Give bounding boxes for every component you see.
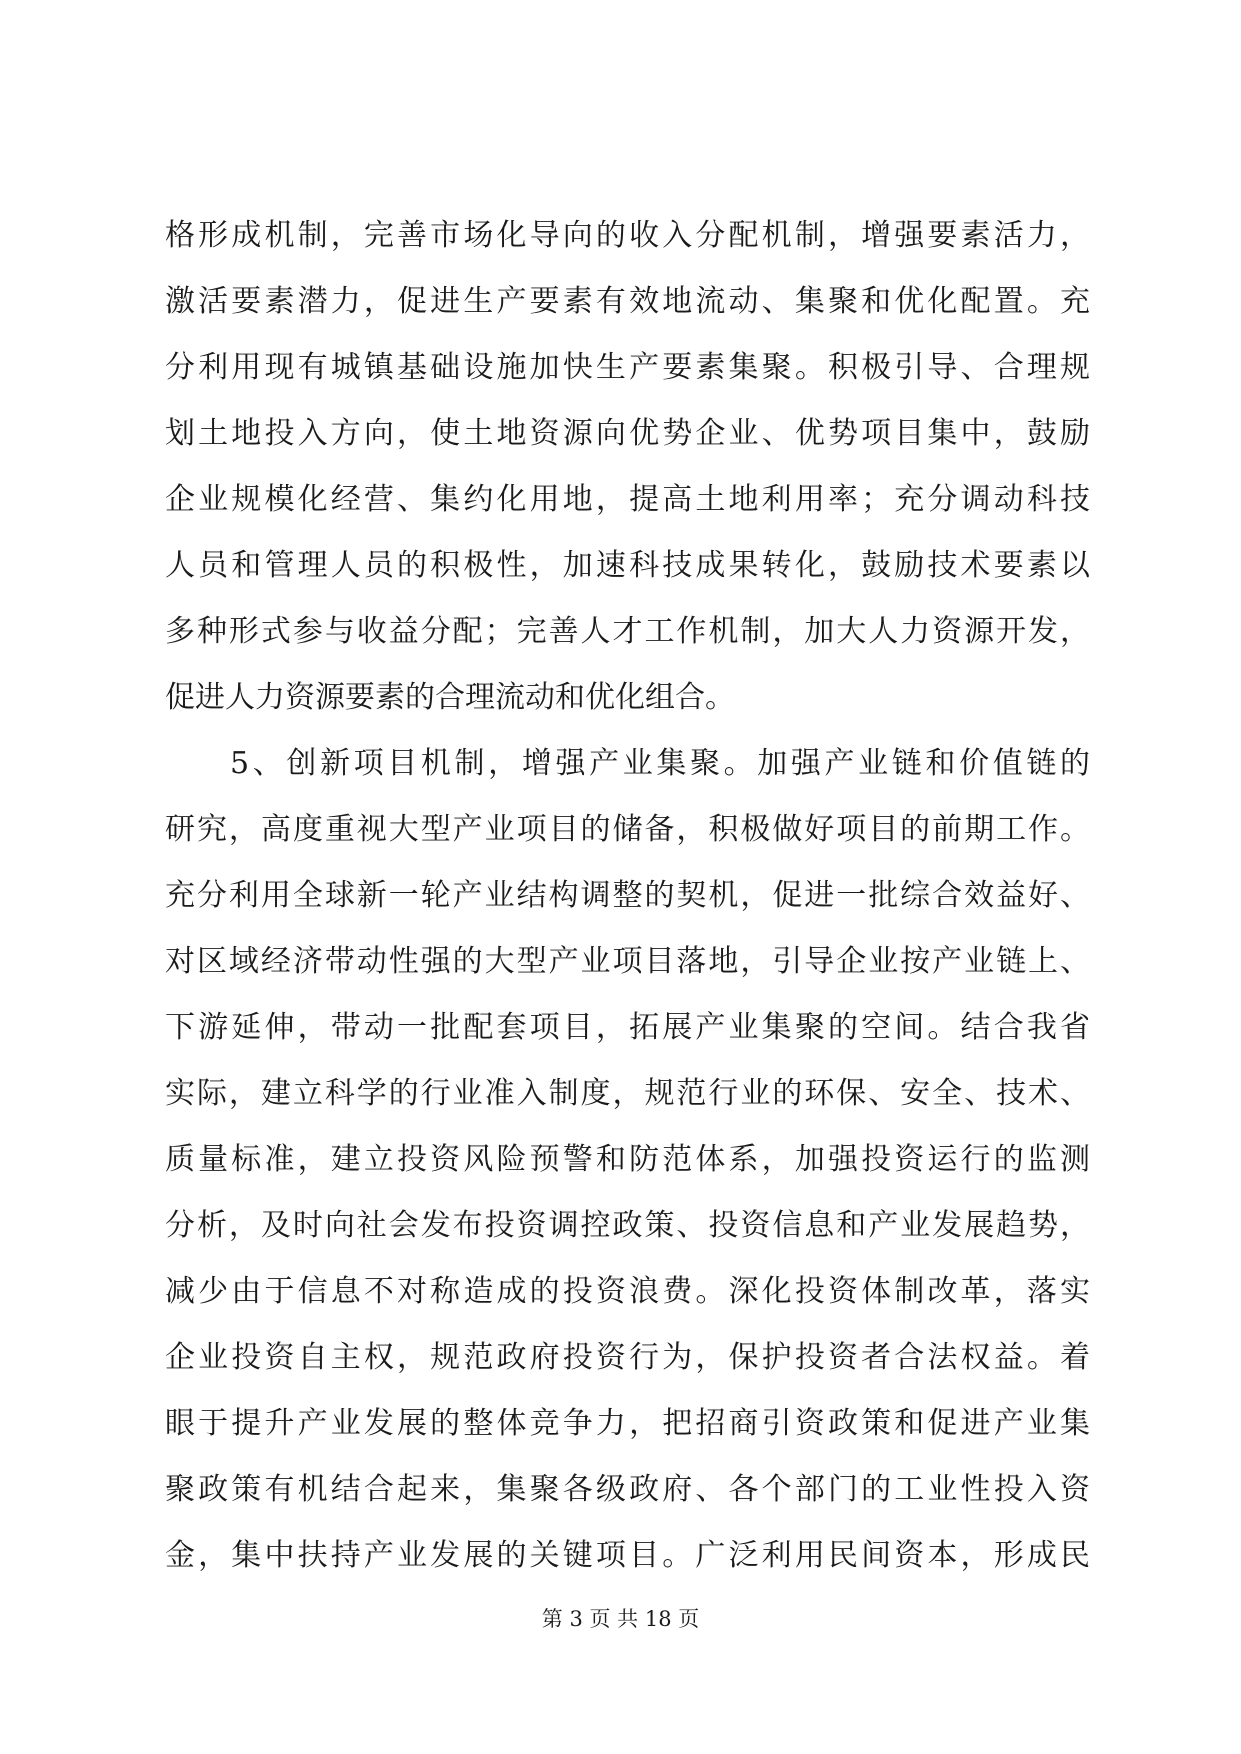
text-line: 企业投资自主权，规范政府投资行为，保护投资者合法权益。着	[165, 1340, 1090, 1375]
text-line: 减少由于信息不对称造成的投资浪费。深化投资体制改革，落实	[165, 1274, 1090, 1309]
text-line: 企业规模化经营、集约化用地，提高土地利用率；充分调动科技	[165, 482, 1090, 517]
text-line: 促进人力资源要素的合理流动和优化组合。	[165, 680, 735, 715]
page-footer	[0, 1604, 1241, 1634]
text-line: 格形成机制，完善市场化导向的收入分配机制，增强要素活力，	[165, 218, 1090, 253]
text-line: 人员和管理人员的积极性，加速科技成果转化，鼓励技术要素以	[165, 548, 1090, 583]
text-line: 聚政策有机结合起来，集聚各级政府、各个部门的工业性投入资	[165, 1472, 1090, 1507]
text-line: 分析，及时向社会发布投资调控政策、投资信息和产业发展趋势，	[165, 1208, 1090, 1243]
text-line: 充分利用全球新一轮产业结构调整的契机，促进一批综合效益好、	[165, 878, 1090, 913]
text-line: 金，集中扶持产业发展的关键项目。广泛利用民间资本，形成民	[165, 1538, 1090, 1573]
text-line: 实际，建立科学的行业准入制度，规范行业的环保、安全、技术、	[165, 1076, 1090, 1111]
text-line: 对区域经济带动性强的大型产业项目落地，引导企业按产业链上、	[165, 944, 1090, 979]
text-line: 多种形式参与收益分配；完善人才工作机制，加大人力资源开发，	[165, 614, 1090, 649]
text-line: 眼于提升产业发展的整体竞争力，把招商引资政策和促进产业集	[165, 1406, 1090, 1441]
page-number-label: 第 3 页 共 18 页	[541, 1607, 700, 1631]
body-text	[165, 203, 1090, 1589]
paragraph-2	[165, 731, 1090, 1589]
paragraph-1	[165, 203, 1090, 731]
text-line: 分利用现有城镇基础设施加快生产要素集聚。积极引导、合理规	[165, 350, 1090, 385]
text-line: 划土地投入方向，使土地资源向优势企业、优势项目集中，鼓励	[165, 416, 1090, 451]
text-line: 激活要素潜力，促进生产要素有效地流动、集聚和优化配置。充	[165, 284, 1090, 319]
text-line: 下游延伸，带动一批配套项目，拓展产业集聚的空间。结合我省	[165, 1010, 1090, 1045]
text-line: 5、创新项目机制，增强产业集聚。加强产业链和价值链的	[230, 746, 1090, 781]
text-line: 研究，高度重视大型产业项目的储备，积极做好项目的前期工作。	[165, 812, 1090, 847]
text-line: 质量标准，建立投资风险预警和防范体系，加强投资运行的监测	[165, 1142, 1090, 1177]
